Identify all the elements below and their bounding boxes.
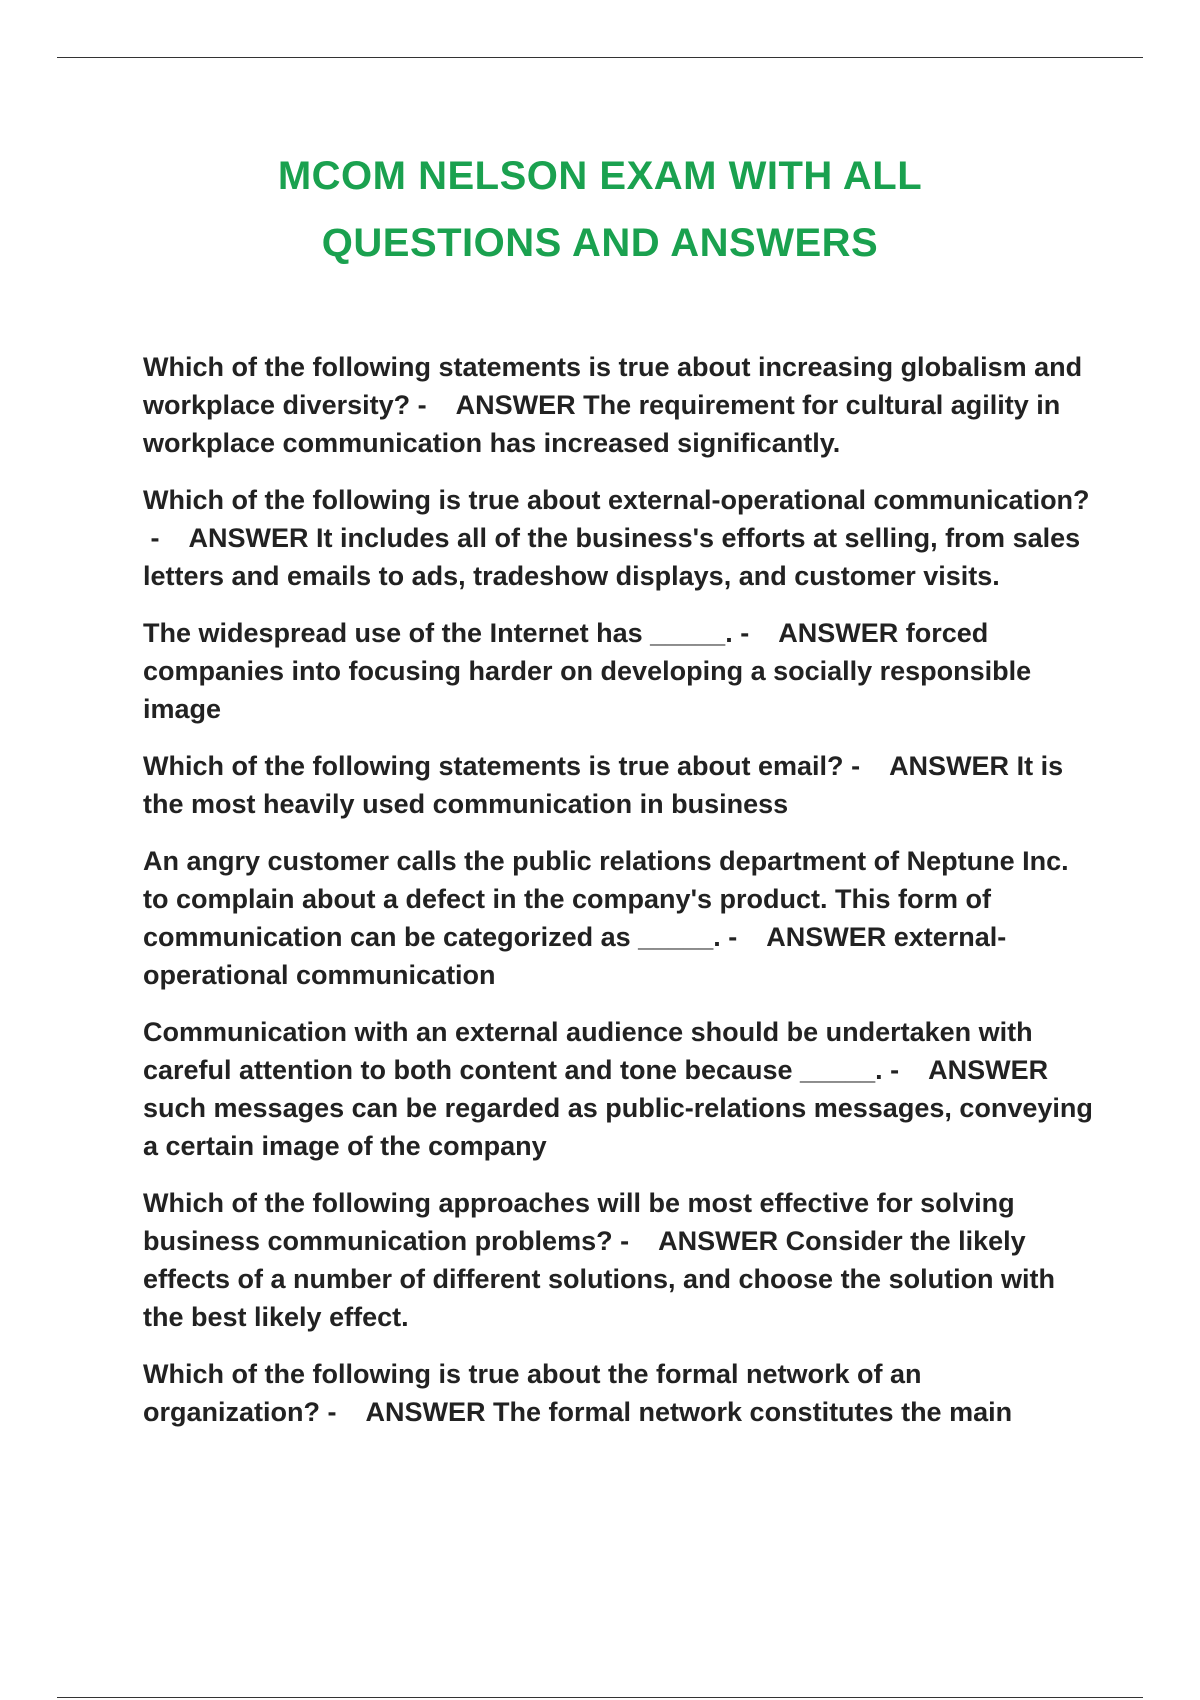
title-line-1: MCOM NELSON EXAM WITH ALL — [277, 154, 923, 198]
qa-item: An angry customer calls the public relations department of Neptune Inc. to complain about a defect in the company's product. This form of communication can be categorized as _____. - ANSWER external-operational communication — [143, 846, 1069, 990]
answer-label: ANSWER — [455, 390, 576, 420]
answer-text: It includes all of the business's efforts at selling, from sales letters and emails to ads, tradeshow displays, and customer visits. — [143, 523, 1081, 591]
qa-item: Which of the following statements is true about increasing globalism and workplace diversity? - ANSWER The requirement for cultural agility in workplace communication has increased significantly. — [143, 352, 1083, 458]
answer-label: ANSWER — [928, 1055, 1049, 1085]
question-text: Which of the following statements is true about increasing globalism and workplace diversity? — [143, 352, 1083, 420]
answer-label: ANSWER — [778, 618, 899, 648]
answer-text: The formal network constitutes the main — [493, 1397, 1013, 1427]
question-text: The widespread use of the Internet has _____. — [143, 618, 733, 648]
qa-item: Communication with an external audience should be undertaken with careful attention to both content and tone because _____. - ANSWER such messages can be regarded as public-relations messages, conveying a certain image of the company — [143, 1017, 1093, 1161]
qa-item: Which of the following is true about the formal network of an organization? - ANSWER The formal network constitutes the main — [143, 1359, 1013, 1427]
question-text: Which of the following is true about the formal network of an organization? — [143, 1359, 922, 1427]
qa-item: Which of the following is true about external-operational communication? - ANSWER It includes all of the business's efforts at selling, from sales letters and emails to ads, tradeshow displays, and customer visits. — [143, 485, 1090, 591]
answer-text: forced companies into focusing harder on developing a socially responsible image — [143, 618, 1032, 724]
qa-item: The widespread use of the Internet has _____. - ANSWER forced companies into focusing harder on developing a socially responsible image — [143, 618, 1032, 724]
title-line-2: QUESTIONS AND ANSWERS — [321, 221, 879, 265]
answer-text: The requirement for cultural agility in workplace communication has increased significantly. — [143, 390, 1061, 458]
qa-item: Which of the following statements is true about email? - ANSWER It is the most heavily used communication in business — [143, 751, 1064, 819]
question-text: Communication with an external audience should be undertaken with careful attention to both content and tone because _____. — [143, 1017, 1033, 1085]
answer-label: ANSWER — [188, 523, 309, 553]
answer-label: ANSWER — [365, 1397, 486, 1427]
bottom-rule — [57, 1697, 1143, 1698]
answer-text: Consider the likely effects of a number of different solutions, and choose the solution with the best likely effect. — [143, 1226, 1056, 1332]
answer-label: ANSWER — [658, 1226, 779, 1256]
answer-text: such messages can be regarded as public-relations messages, conveying a certain image of the company — [143, 1093, 1093, 1161]
answer-text: It is the most heavily used communication in business — [143, 751, 1064, 819]
top-rule — [57, 57, 1143, 58]
qa-item: Which of the following approaches will be most effective for solving business communication problems? - ANSWER Consider the likely effects of a number of different solutions, and choose the solution with the best likely effect. — [143, 1188, 1056, 1332]
question-text: Which of the following statements is true about email? — [143, 751, 844, 781]
answer-label: ANSWER — [889, 751, 1010, 781]
answer-label: ANSWER — [766, 922, 887, 952]
question-text: Which of the following approaches will be most effective for solving business communication problems? — [143, 1188, 1015, 1256]
question-text: Which of the following is true about external-operational communication? — [143, 485, 1090, 515]
question-text: An angry customer calls the public relations department of Neptune Inc. to complain about a defect in the company's product. This form of communication can be categorized as _____. — [143, 846, 1069, 952]
document-title — [100, 143, 1100, 277]
qa-list — [143, 348, 1098, 1450]
answer-text: external-operational communication — [143, 922, 1007, 990]
